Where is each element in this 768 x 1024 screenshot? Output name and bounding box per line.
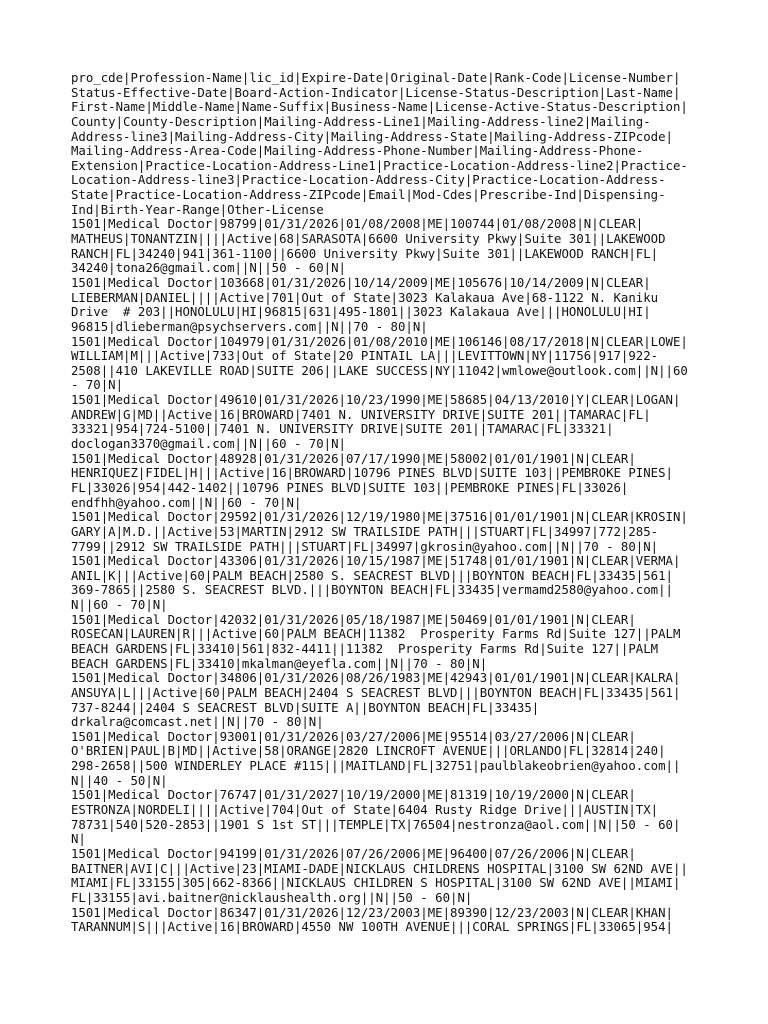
record-line: 369-7865||2580 S. SEACREST BLVD.|||BOYNTON BEACH|FL|33435|vermamd2580@yahoo.com|| xyxy=(71,583,673,598)
record-line: 1501|Medical Doctor|42032|01/31/2026|05/18/1987|ME|50469|01/01/1901|N|CLEAR| xyxy=(71,612,636,627)
record-line: - 70|N| xyxy=(71,378,124,393)
record-line: 298-2658||500 WINDERLEY PLACE #115|||MAITLAND|FL|32751|paulblakeobrien@yahoo.com|| xyxy=(71,759,681,774)
record-line: TARANNUM|S|||Active|16|BROWARD|4550 NW 100TH AVENUE|||CORAL SPRINGS|FL|33065|954| xyxy=(71,920,673,935)
header-line: State|Practice-Location-Address-ZIPcode|Email|Mod-Cdes|Prescribe-Ind|Dispensing- xyxy=(71,188,666,203)
record-line: 1501|Medical Doctor|104979|01/31/2026|01/08/2010|ME|106146|08/17/2018|N|CLEAR|LOWE| xyxy=(71,334,688,349)
record-line: 78731|540|520-2853||1901 S 1st ST|||TEMPLE|TX|76504|nestronza@aol.com||N||50 - 60| xyxy=(71,817,681,832)
record-line: FL|33155|avi.baitner@nicklaushealth.org||N||50 - 60|N| xyxy=(71,890,473,905)
record-line: ROSECAN|LAUREN|R|||Active|60|PALM BEACH|11382 Prosperity Farms Rd|Suite 127||PALM xyxy=(71,627,681,642)
record-line: 2508||410 LAKEVILLE ROAD|SUITE 206||LAKE SUCCESS|NY|11042|wmlowe@outlook.com||N||60 xyxy=(71,363,688,378)
record-line: drkalra@comcast.net||N||70 - 80|N| xyxy=(71,715,324,730)
record-line: 1501|Medical Doctor|86347|01/31/2026|12/23/2003|ME|89390|12/23/2003|N|CLEAR|KHAN| xyxy=(71,905,673,920)
record-line: 1501|Medical Doctor|43306|01/31/2026|10/15/1987|ME|51748|01/01/1901|N|CLEAR|VERMA| xyxy=(71,554,681,569)
record-line: O'BRIEN|PAUL|B|MD||Active|58|ORANGE|2820 LINCROFT AVENUE|||ORLANDO|FL|32814|240| xyxy=(71,744,666,759)
record-line: endfhh@yahoo.com||N||60 - 70|N| xyxy=(71,495,302,510)
record-line: 34240|tona26@gmail.com||N||50 - 60|N| xyxy=(71,261,346,276)
header-line: Mailing-Address-Area-Code|Mailing-Address-Phone-Number|Mailing-Address-Phone- xyxy=(71,144,644,159)
record-line: WILLIAM|M|||Active|733|Out of State|20 PINTAIL LA|||LEVITTOWN|NY|11756|917|922- xyxy=(71,349,659,364)
record-line: 96815|dlieberman@psychservers.com||N||70 - 80|N| xyxy=(71,319,428,334)
header-line: First-Name|Middle-Name|Name-Suffix|Business-Name|License-Active-Status-Description| xyxy=(71,100,688,115)
record-line: FL|33026|954|442-1402||10796 PINES BLVD|SUITE 103||PEMBROKE PINES|FL|33026| xyxy=(71,480,629,495)
record-line: 737-8244||2404 S SEACREST BLVD|SUITE A||BOYNTON BEACH|FL|33435| xyxy=(71,700,540,715)
record-line: 1501|Medical Doctor|76747|01/31/2027|10/19/2000|ME|81319|10/19/2000|N|CLEAR| xyxy=(71,788,636,803)
record-line: GARY|A|M.D.||Active|53|MARTIN|2912 SW TRAILSIDE PATH|||STUART|FL|34997|772|285- xyxy=(71,524,659,539)
document-page xyxy=(71,71,711,935)
record-line: RANCH|FL|34240|941|361-1100||6600 University Pkwy|Suite 301||LAKEWOOD RANCH|FL| xyxy=(71,246,659,261)
record-line: BEACH GARDENS|FL|33410|561|832-4411||11382 Prosperity Farms Rd|Suite 127||PALM xyxy=(71,641,659,656)
record-line: HENRIQUEZ|FIDEL|H|||Active|16|BROWARD|10796 PINES BLVD|SUITE 103||PEMBROKE PINES| xyxy=(71,466,673,481)
record-line: Drive # 203||HONOLULU|HI|96815|631|495-1801||3023 Kalakaua Ave|||HONOLULU|HI| xyxy=(71,305,651,320)
record-line: 1501|Medical Doctor|29592|01/31/2026|12/19/1980|ME|37516|01/01/1901|N|CLEAR|KROSIN| xyxy=(71,510,688,525)
header-line: Ind|Birth-Year-Range|Other-License xyxy=(71,202,324,217)
record-line: 1501|Medical Doctor|48928|01/31/2026|07/17/1990|ME|58002|01/01/1901|N|CLEAR| xyxy=(71,451,636,466)
header-line: Status-Effective-Date|Board-Action-Indicator|License-Status-Description|Last-Name| xyxy=(71,85,681,100)
header-line: County|County-Description|Mailing-Address-Line1|Mailing-Address-line2|Mailing- xyxy=(71,114,651,129)
record-line: MATHEUS|TONANTZIN||||Active|68|SARASOTA|6600 University Pkwy|Suite 301||LAKEWOOD xyxy=(71,232,666,247)
record-line: ANDREW|G|MD||Active|16|BROWARD|7401 N. UNIVERSITY DRIVE|SUITE 201||TAMARAC|FL| xyxy=(71,407,651,422)
record-line: 1501|Medical Doctor|98799|01/31/2026|01/08/2008|ME|100744|01/08/2008|N|CLEAR| xyxy=(71,217,644,232)
record-line: doclogan3370@gmail.com||N||60 - 70|N| xyxy=(71,437,346,452)
record-line: ESTRONZA|NORDELI||||Active|704|Out of State|6404 Rusty Ridge Drive|||AUSTIN|TX| xyxy=(71,803,659,818)
record-line: BEACH GARDENS|FL|33410|mkalman@eyefla.com||N||70 - 80|N| xyxy=(71,656,488,671)
record-line: 1501|Medical Doctor|34806|01/31/2026|08/26/1983|ME|42943|01/01/1901|N|CLEAR|KALRA| xyxy=(71,671,681,686)
header-line: Location-Address-line3|Practice-Location-Address-City|Practice-Location-Address- xyxy=(71,173,666,188)
record-line: LIEBERMAN|DANIEL||||Active|701|Out of State|3023 Kalakaua Ave|68-1122 N. Kaniku xyxy=(71,290,659,305)
record-line: ANIL|K|||Active|60|PALM BEACH|2580 S. SEACREST BLVD|||BOYNTON BEACH|FL|33435|561| xyxy=(71,568,673,583)
record-line: 1501|Medical Doctor|49610|01/31/2026|10/23/1990|ME|58685|04/13/2010|Y|CLEAR|LOGAN| xyxy=(71,393,681,408)
record-line: 1501|Medical Doctor|94199|01/31/2026|07/26/2006|ME|96400|07/26/2006|N|CLEAR| xyxy=(71,846,636,861)
header-line: Address-line3|Mailing-Address-City|Mailing-Address-State|Mailing-Address-ZIPcode| xyxy=(71,129,673,144)
record-line: N||60 - 70|N| xyxy=(71,598,168,613)
record-line: 7799||2912 SW TRAILSIDE PATH|||STUART|FL|34997|gkrosin@yahoo.com||N||70 - 80|N| xyxy=(71,539,659,554)
record-line: 1501|Medical Doctor|103668|01/31/2026|10/14/2009|ME|105676|10/14/2009|N|CLEAR| xyxy=(71,275,651,290)
record-line: 1501|Medical Doctor|93001|01/31/2026|03/27/2006|ME|95514|03/27/2006|N|CLEAR| xyxy=(71,729,636,744)
record-line: N||40 - 50|N| xyxy=(71,773,168,788)
header-line: pro_cde|Profession-Name|lic_id|Expire-Date|Original-Date|Rank-Code|License-Number| xyxy=(71,71,681,85)
record-line: N| xyxy=(71,832,86,847)
record-line: BAITNER|AVI|C|||Active|23|MIAMI-DADE|NICKLAUS CHILDRENS HOSPITAL|3100 SW 62ND AVE|| xyxy=(71,861,688,876)
record-line: 33321|954|724-5100||7401 N. UNIVERSITY DRIVE|SUITE 201||TAMARAC|FL|33321| xyxy=(71,422,614,437)
header-line: Extension|Practice-Location-Address-Line1|Practice-Location-Address-line2|Practice- xyxy=(71,158,688,173)
record-line: MIAMI|FL|33155|305|662-8366||NICKLAUS CHILDREN S HOSPITAL|3100 SW 62ND AVE||MIAMI| xyxy=(71,876,681,891)
record-line: ANSUYA|L|||Active|60|PALM BEACH|2404 S SEACREST BLVD|||BOYNTON BEACH|FL|33435|561| xyxy=(71,685,681,700)
